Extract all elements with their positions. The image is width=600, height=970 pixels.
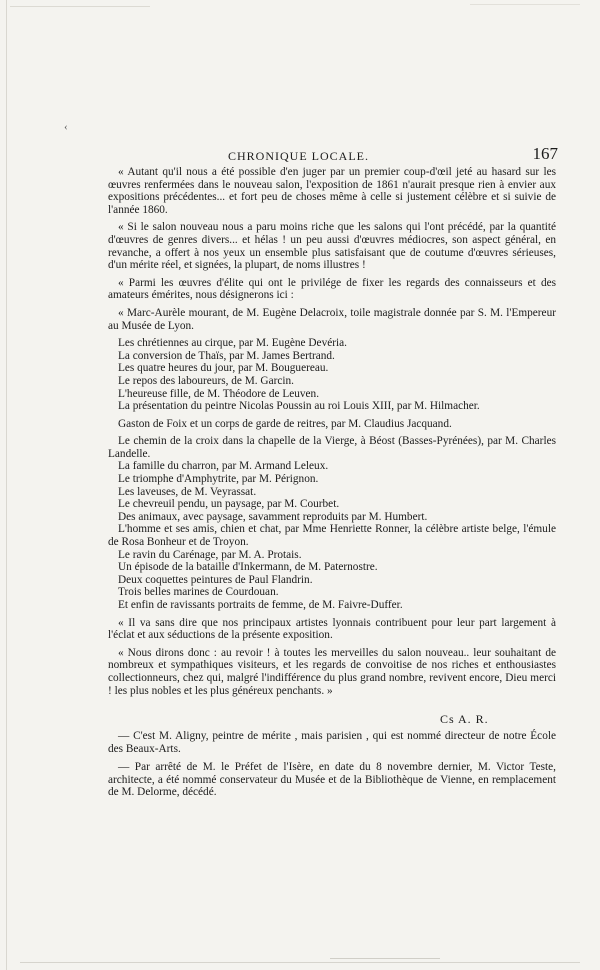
work-entry: « Marc-Aurèle mourant, de M. Eugène Delacroix, toile magistrale donnée par S. M. l'Empereur au Musée de Lyon.: [108, 306, 556, 332]
page-edge-top-right: [470, 4, 580, 5]
work-entry: Les quatre heures du jour, par M. Bouguereau.: [118, 362, 329, 375]
news-note: — C'est M. Aligny, peintre de mérite , mais parisien , qui est nommé directeur de notre École des Beaux-Arts.: [108, 730, 556, 755]
news-note: — Par arrêté de M. le Préfet de l'Isère, en date du 8 novembre dernier, M. Victor Teste, architecte, a été nommé conservateur du Musée et de la Bibliothèque de Vienne, en remplacement de M. Delorme, décédé.: [108, 761, 556, 799]
paragraph: « Parmi les œuvres d'élite qui ont le privilége de fixer les regards des connaisseurs et des amateurs émérites, nous désignerons ici :: [108, 276, 556, 302]
work-entry: Les chrétiennes au cirque, par M. Eugène Devéria.: [118, 337, 347, 350]
paragraph: « Il va sans dire que nos principaux artistes lyonnais contribuent pour leur part largement à l'éclat et aux séductions de la présente exposition.: [108, 616, 556, 642]
page-number: 167: [532, 144, 558, 163]
works-list: [108, 337, 556, 413]
page-edge-bottom: [20, 962, 580, 963]
paragraph: « Nous dirons donc : au revoir ! à toutes les merveilles du salon nouveau.. leur souhaitant de nombreux et sympathiques visiteurs, et les regards de convoitise de nos riches et enthousiastes collectionneurs, chez qui, malgré l'indifférence du plus grand nombre, revivent encore, Dieu merci ! les plus nobles et les plus généreux penchants. »: [108, 646, 556, 697]
page-edge-top: [10, 6, 150, 7]
work-entry: Le triomphe d'Amphytrite, par M. Pérignon.: [118, 473, 319, 486]
works-list: [108, 435, 556, 611]
work-entry: La présentation du peintre Nicolas Poussin au roi Louis XIII, par M. Hilmacher.: [118, 400, 480, 413]
work-entry: La conversion de Thaïs, par M. James Bertrand.: [118, 349, 335, 362]
work-entry: Gaston de Foix et un corps de garde de reitres, par M. Claudius Jacquand.: [118, 417, 452, 430]
running-header: [108, 146, 586, 166]
running-title: CHRONIQUE LOCALE.: [228, 149, 369, 163]
work-entry: Le chevreuil pendu, un paysage, par M. Courbet.: [118, 498, 340, 511]
margin-mark: ‹: [64, 121, 68, 133]
signature: Cs A. R.: [440, 712, 489, 726]
work-entry: Un épisode de la bataille d'Inkermann, de M. Paternostre.: [118, 561, 378, 574]
work-entry: Trois belles marines de Courdouan.: [118, 586, 279, 599]
page-edge-bottom-mark: [330, 958, 440, 959]
work-entry: L'homme et ses amis, chien et chat, par Mme Henriette Ronner, la célèbre artiste belge, l'émule de Rosa Bonheur et de Troyon.: [108, 523, 556, 549]
work-entry: Le chemin de la croix dans la chapelle de la Vierge, à Béost (Basses-Pyrénées), par M. Charles Landelle.: [108, 435, 556, 460]
work-entry: La famille du charron, par M. Armand Leleux.: [118, 460, 329, 473]
work-entry: Le ravin du Carénage, par M. A. Protais.: [118, 548, 302, 561]
body-text: [108, 166, 556, 702]
page-edge-left: [6, 0, 7, 970]
paragraph: « Si le salon nouveau nous a paru moins riche que les salons qui l'ont précédé, par la quantité d'œuvres de genres divers... et hélas ! un peu aussi d'œuvres médiocres, son aspect général, en revanche, a offert à nos yeux un ensemble plus satisfaisant que de coutume d'œuvres sérieuses, d'un mérite réel, et signées, la plupart, de noms illustres !: [108, 221, 556, 272]
news-notes: [108, 730, 556, 805]
work-entry: Des animaux, avec paysage, savamment reproduits par M. Humbert.: [118, 510, 428, 523]
work-entry: L'heureuse fille, de M. Théodore de Leuven.: [118, 387, 320, 400]
work-entry: Le repos des laboureurs, de M. Garcin.: [118, 374, 294, 387]
work-entry: Les laveuses, de M. Veyrassat.: [118, 485, 257, 498]
paragraph: « Autant qu'il nous a été possible d'en juger par un premier coup-d'œil jeté au hasard sur les œuvres renfermées dans le nouveau salon, l'exposition de 1861 n'aurait presque rien à envier aux expositions précédentes... et fort peu de choses même à celle si justement célèbre et si suivie de l'année 1860.: [108, 166, 556, 216]
work-entry: Et enfin de ravissants portraits de femme, de M. Faivre-Duffer.: [118, 599, 403, 611]
work-entry: Deux coquettes peintures de Paul Flandrin.: [118, 573, 313, 586]
